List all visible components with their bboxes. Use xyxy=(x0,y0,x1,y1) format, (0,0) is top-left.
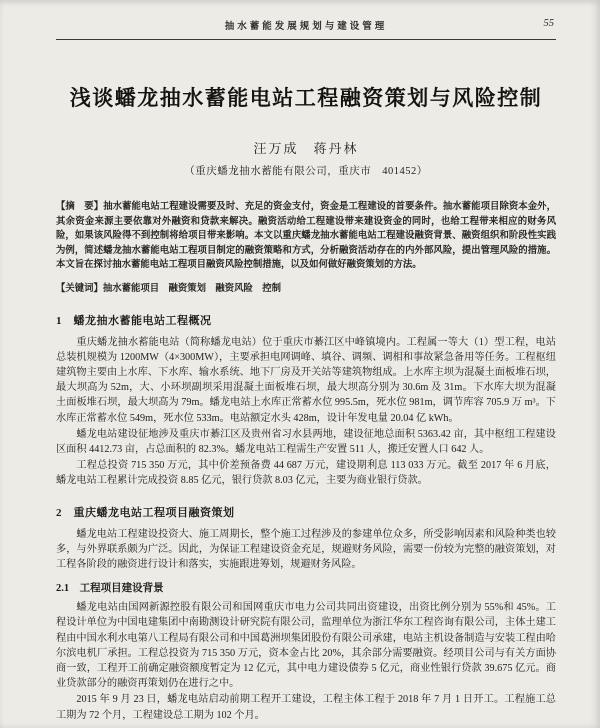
article-title: 浅谈蟠龙抽水蓄能电站工程融资策划与风险控制 xyxy=(69,86,543,110)
section-2-1-heading: 2.1 工程项目建设背景 xyxy=(56,583,164,595)
affiliation-line: （重庆蟠龙抽水蓄能有限公司，重庆市 401452） xyxy=(184,166,428,177)
page-number: 55 xyxy=(543,18,554,29)
section-2-heading: 2 重庆蟠龙电站工程项目融资策划 xyxy=(56,506,235,519)
abstract-label: 【摘 要】 xyxy=(56,202,104,212)
section-1-paragraph-3: 工程总投资 715 350 万元，其中价差预备费 44 687 万元，建设期利息 113 033 万元。截至 2017 年 6 月底，蟠龙电站工程累计完成投资 8.85 亿元，银行贷款 8.03 亿元，主要为商业银行贷款。 xyxy=(56,460,556,487)
abstract-paragraph xyxy=(56,200,556,273)
section-2-paragraph-1: 蟠龙电站工程建设投资大、施工周期长，整个施工过程涉及的参建单位众多，所受影响因素和风险种类也较多，与外界联系颇为广泛。因此，为保证工程建设资金充足，规避财务风险，需要一份较为完整的融资策划，对工程各阶段的融资进行设计和落实，实施跟进筹划，规避财务风险。 xyxy=(56,528,556,570)
section-2-1-paragraph-2: 2015 年 9 月 23 日，蟠龙电站启动前期工程开工建设，工程主体工程于 2018 年 7 月 1 日开工。工程施工总工期为 72 个月，工程建设总工期为 102 个月。 xyxy=(56,694,556,721)
abstract-text: 抽水蓄能电站工程建设需要及时、充足的资金支付，资金是工程建设的首要条件。抽水蓄能项目除资本金外，其余资金来源主要依靠对外融资和贷款来解决。融资活动给工程建设带来建设资金的同时，也给工程带来相应的财务风险，如果该风险得不到控制将给项目带来影响。本文以重庆蟠龙抽水蓄能电站工程建设融资背景、融资组织和阶段性实践为例，简述蟠龙抽水蓄能电站工程项目制定的融资策略和方式，分析融资活动存在的内外部风险，提出管理风险的措施。本文旨在探讨抽水蓄能电站工程项目融资风险控制措施，以及如何做好融资策划的方法。 xyxy=(56,202,556,271)
keywords-label: 【关键词】 xyxy=(56,283,103,294)
keywords-text: 抽水蓄能项目 融资策划 融资风险 控制 xyxy=(102,283,282,294)
authors-line: 汪万成 蒋丹林 xyxy=(253,141,359,156)
keywords-paragraph xyxy=(56,282,556,297)
running-head: 抽水蓄能发展规划与建设管理 xyxy=(224,22,388,32)
header-rule xyxy=(56,39,556,40)
section-1-heading: 1 蟠龙抽水蓄能电站工程概况 xyxy=(56,314,212,327)
section-2-1-paragraph-1: 蟠龙电站由国网新源控股有限公司和国网重庆市电力公司共同出资建设，出资比例分别为 55%和 45%。工程设计单位为中国电建集团中南勘测设计研究院有限公司，监理单位为浙江华东工程咨询有限公司，主体土建工程由中国水利水电第八工程局有限公司和中国葛洲坝集团股份有限公司承建，电站主机设备制造与安装工程由哈尔滨电机厂承担。工程总投资为 715 350 万元，资本金占比 20%，其余部分需要融资。经项目公司与有关方面协商一致，工程开工前确定融资额度暂定为 12 亿元，其中电力建设债券 5 亿元，商业性银行贷款 39.675 亿元。商业贷款部分的融资再策划仍在进行之中。 xyxy=(56,602,556,690)
page-header xyxy=(56,18,556,36)
section-1-paragraph-2: 蟠龙电站建设征地涉及重庆市綦江区及贵州省习水县两地，建设征地总面积 5363.42 亩，其中枢纽工程建设区面积 4412.73 亩，占总面积的 82.3%。蟠龙电站工程需生产安置 511 人，搬迁安置人口 642 人。 xyxy=(56,428,556,455)
section-1-paragraph-1: 重庆蟠龙抽水蓄能电站（简称蟠龙电站）位于重庆市綦江区中峰镇境内。工程属一等大（1）型工程，电站总装机规模为 1200MW（4×300MW），主要承担电网调峰、填谷、调频、调相和事故紧急备用等任务。工程枢纽建筑物主要由上水库、下水库、输水系统、地下厂房及开关站等建筑物组成。上水库主坝为混凝土面板堆石坝，最大坝高为 52m，大、小环坝副坝采用混凝土面板堆石坝，最大坝高分别为 30.6m 及 31m。下水库大坝为混凝土面板堆石坝，最大坝高为 79m。蟠龙电站上水库正常蓄水位 995.5m，死水位 981m，调节库容 705.9 万 m³。下水库正常蓄水位 549m，死水位 533m。电站额定水头 428m，设计年发电量 20.04 亿 kWh。 xyxy=(56,336,556,424)
